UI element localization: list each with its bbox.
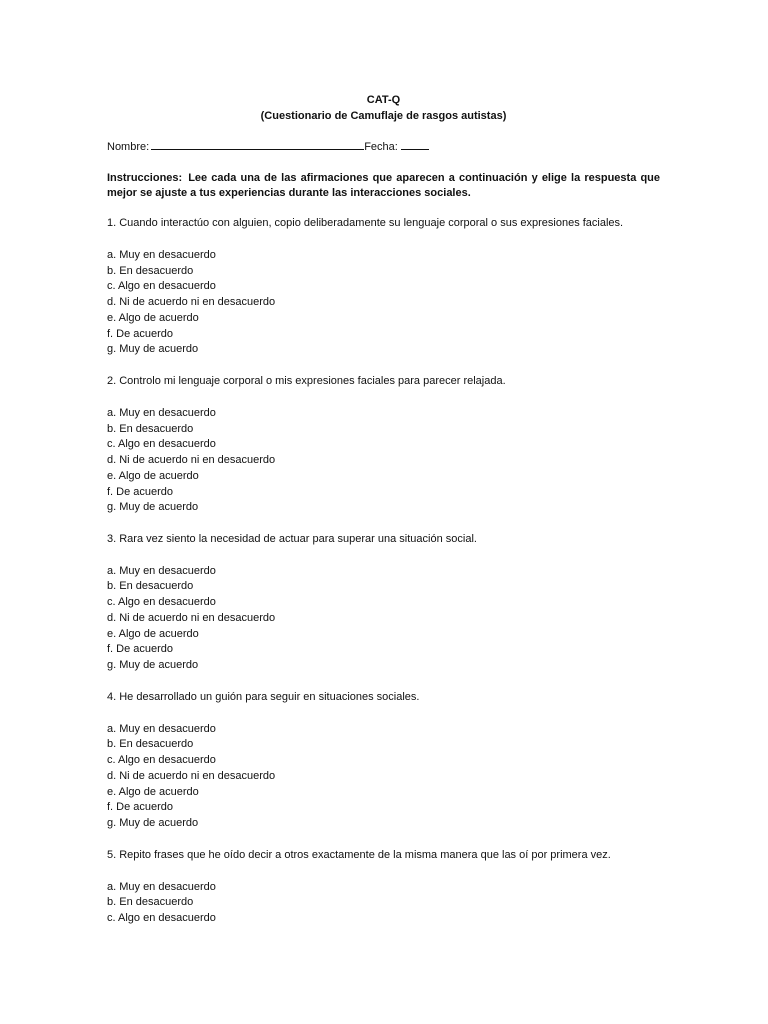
question-text: 1. Cuando interactúo con alguien, copio deliberadamente su lenguaje corporal o sus expresiones faciales. [107,217,624,230]
answer-option: f. De acuerdo [107,643,174,656]
date-blank-line [401,139,429,150]
instructions [107,171,660,202]
instructions-text: Lee cada una de las afirmaciones que aparecen a continuación y elige la respuesta que mejor se ajuste a tus experiencias durante las interacciones sociales. [107,171,660,200]
answer-options [107,564,660,674]
answer-option: g. Muy de acuerdo [107,343,199,356]
answer-options [107,880,660,927]
name-date-row [107,139,660,156]
instructions-label: Instrucciones: [107,171,183,184]
answer-option: f. De acuerdo [107,327,174,340]
answer-option: d. Ni de acuerdo ni en desacuerdo [107,611,276,624]
answer-option: a. Muy en desacuerdo [107,880,216,893]
answer-option: b. En desacuerdo [107,738,194,751]
answer-option: d. Ni de acuerdo ni en desacuerdo [107,769,276,782]
answer-option: a. Muy en desacuerdo [107,722,216,735]
answer-options [107,248,660,358]
answer-option: f. De acuerdo [107,801,174,814]
answer-option: c. Algo en desacuerdo [107,912,216,925]
answer-option: c. Algo en desacuerdo [107,596,216,609]
answer-option: c. Algo en desacuerdo [107,438,216,451]
question-text: 4. He desarrollado un guión para seguir en situaciones sociales. [107,690,420,703]
answer-option: b. En desacuerdo [107,264,194,277]
question-text: 3. Rara vez siento la necesidad de actuar para superar una situación social. [107,533,477,546]
answer-option: b. En desacuerdo [107,896,194,909]
answer-option: d. Ni de acuerdo ni en desacuerdo [107,454,276,467]
question-text: 5. Repito frases que he oído decir a otros exactamente de la misma manera que las oí por primera vez. [107,848,611,861]
name-blank-line [151,139,364,150]
answer-option: a. Muy en desacuerdo [107,564,216,577]
answer-option: a. Muy en desacuerdo [107,406,216,419]
document-title: CAT-Q [366,94,401,106]
question-block-3 [107,532,660,674]
answer-option: d. Ni de acuerdo ni en desacuerdo [107,296,276,309]
answer-option: g. Muy de acuerdo [107,659,199,672]
answer-option: c. Algo en desacuerdo [107,280,216,293]
question-block-1 [107,216,660,358]
answer-option: g. Muy de acuerdo [107,501,199,514]
question-text: 2. Controlo mi lenguaje corporal o mis expresiones faciales para parecer relajada. [107,375,506,388]
answer-option: a. Muy en desacuerdo [107,248,216,261]
answer-option: e. Algo de acuerdo [107,311,199,324]
question-block-4 [107,690,660,832]
question-block-2 [107,374,660,516]
answer-option: e. Algo de acuerdo [107,627,199,640]
answer-option: e. Algo de acuerdo [107,785,199,798]
date-label: Fecha: [364,141,398,153]
answer-options [107,722,660,832]
answer-option: f. De acuerdo [107,485,174,498]
document-content [107,92,660,943]
answer-option: b. En desacuerdo [107,422,194,435]
document-subtitle: (Cuestionario de Camuflaje de rasgos autistas) [260,110,507,122]
answer-option: e. Algo de acuerdo [107,469,199,482]
answer-option: c. Algo en desacuerdo [107,754,216,767]
answer-option: g. Muy de acuerdo [107,817,199,830]
question-block-5 [107,848,660,927]
answer-options [107,406,660,516]
name-label: Nombre: [107,141,150,153]
answer-option: b. En desacuerdo [107,580,194,593]
